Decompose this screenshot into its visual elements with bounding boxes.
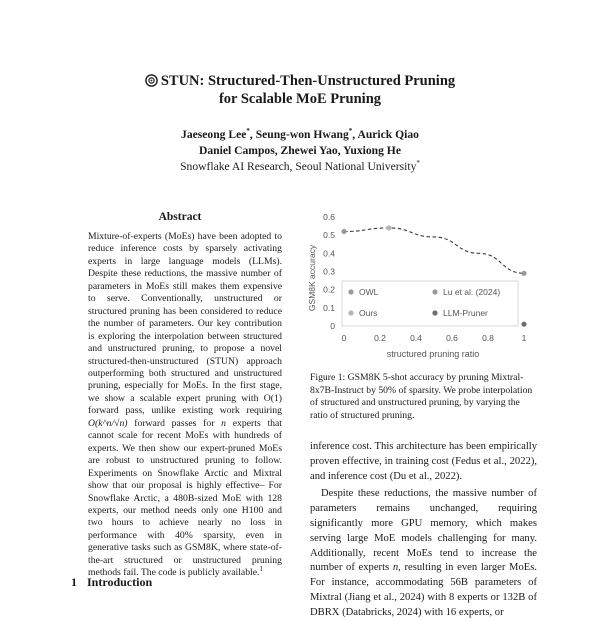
- x-tick-label: 0.4: [410, 333, 422, 343]
- abstract-text: Mixture-of-experts (MoEs) have been adopted to reduce inference costs by sparsely activating experts in large language models (LLMs). Despite these reductions, the massive number of parameters in MoEs still makes them expensive to serve. Conventionally, unstructured or structured pruning has been considered to reduce the number of parameters. Our key contribution is exploring the interpolation between structured and unstructured pruning, to propose a novel structured-then-unstructured (STUN) approach outperforming both structured and unstructured pruning, especially for MoEs. In the first stage, we show a scalable expert pruning with O(1) forward pass, unlike existing work requiring O(k^n/√n) forward passes for n experts that cannot scale for recent MoEs with hundreds of experts. We then show our expert-pruned MoEs are robust to unstructured pruning to follow. Experiments on Snowflake Arctic and Mixtral show that our proposal is highly effective– For Snowflake Arctic, a 480B-sized MoE with 128 experts, our method needs only one H100 and two hours to achieve nearly no loss in performance with 40% sparsity, even in generative tasks such as GSM8K, where state-of-the-art structured or unstructured pruning methods fail. The code is publicly available.$^1$: [88, 231, 282, 579]
- y-tick-label: 0.3: [323, 266, 335, 277]
- x-tick-label: 0.2: [374, 333, 386, 343]
- data-point-owl: [341, 229, 346, 234]
- section-heading-introduction: [71, 575, 152, 590]
- x-axis-label: structured pruning ratio: [386, 349, 480, 359]
- author-mark: *: [246, 127, 250, 136]
- x-tick-label: 0.6: [446, 333, 458, 343]
- author-name: Seung-won Hwang: [255, 128, 349, 141]
- paragraph: Despite these reductions, the massive number of parameters remains unchanged, requiring significantly more GPU memory, which makes serving large MoE models challenging for many. Additionally, recent MoEs tend to increase the number of experts n, resulting in even larger MoEs. For instance, accommodating 56B parameters of Mixtral (Jiang et al., 2024) with 8 experts or 132B of DBRX (Databricks, 2024) with 16 experts, or: [310, 488, 537, 618]
- y-axis-label: GSM8K accuracy: [307, 244, 317, 312]
- interpolation-curve: [344, 228, 524, 273]
- figure-caption: Figure 1: GSM8K 5-shot accuracy by pruning Mixtral-8x7B-Instruct by 50% of sparsity. We probe interpolation of structured and unstructured pruning, by varying the ratio of structured pruning.: [310, 372, 533, 421]
- section-number: 1: [71, 575, 77, 589]
- data-point-ours: [386, 225, 391, 230]
- legend-marker: [432, 310, 437, 315]
- legend-marker: [348, 289, 353, 294]
- author-name: Jaeseong Lee: [181, 128, 247, 141]
- title-line-2: for Scalable MoE Pruning: [218, 91, 382, 107]
- y-tick-label: 0.5: [323, 230, 335, 241]
- y-tick-label: 0.2: [323, 284, 335, 295]
- y-tick-label: 0.1: [323, 302, 335, 313]
- y-tick-label: 0: [330, 321, 335, 331]
- x-tick-label: 0.8: [482, 333, 494, 343]
- title-line-1: STUN: Structured-Then-Unstructured Pruning: [160, 73, 456, 89]
- section-title: Introduction: [87, 575, 153, 589]
- x-tick-label: 1: [521, 333, 527, 343]
- legend-marker: [432, 289, 437, 294]
- authors-line-2: Daniel Campos, Zhewei Yao, Yuxiong He: [199, 144, 401, 157]
- x-tick-label: 0: [341, 333, 347, 343]
- legend-label: Lu et al. (2024): [443, 287, 501, 297]
- y-tick-label: 0.6: [323, 212, 335, 222]
- legend-label: Ours: [359, 308, 378, 318]
- figure-1: [305, 204, 537, 364]
- author-name: Aurick Qiao: [357, 128, 419, 141]
- legend-marker: [348, 310, 353, 315]
- paragraph: inference cost. This architecture has been empirically proven effective, in training cost (Fedus et al., 2022), and inference cost (Du et al., 2022).: [310, 441, 537, 482]
- affiliation: Snowflake AI Research, Seoul National University*: [180, 159, 420, 173]
- accuracy-chart: [305, 204, 537, 364]
- data-point-llm-pruner: [521, 322, 526, 327]
- abstract-heading: Abstract: [158, 211, 202, 223]
- author-mark: *: [348, 127, 353, 136]
- paper-title: [0, 72, 600, 108]
- footnote-mark: 1: [259, 565, 263, 573]
- author-block: [0, 127, 600, 175]
- right-column-text: [310, 440, 537, 621]
- authors-line-1: Jaeseong Lee*, Seung-won Hwang*, Aurick Qiao: [181, 127, 419, 141]
- legend-label: LLM-Pruner: [443, 308, 488, 318]
- legend-label: OWL: [359, 287, 379, 297]
- data-point-lu-et-al-2024: [521, 271, 526, 276]
- snowflake-logo-icon: [145, 74, 158, 87]
- y-tick-label: 0.4: [323, 248, 335, 259]
- complexity-formula: O(k^n/√n): [88, 417, 128, 429]
